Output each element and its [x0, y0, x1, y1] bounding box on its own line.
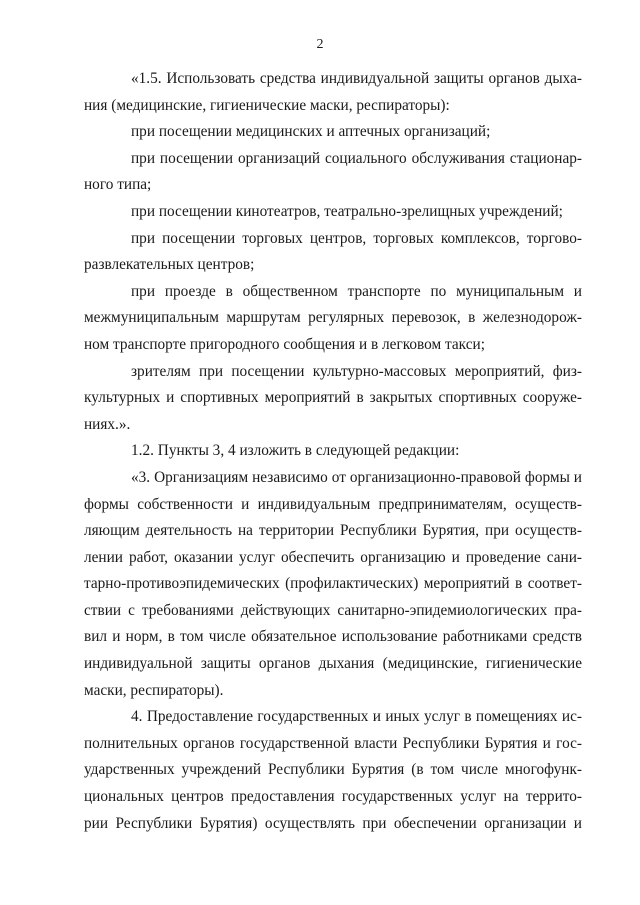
document-body: [84, 66, 582, 837]
text-line: межмуниципальным маршрутам регулярных перевозок, в железнодорож-: [84, 309, 582, 327]
paragraph-1-2: [84, 438, 582, 465]
text-line: ствии с требованиями действующих санитарно-эпидемиологических пра-: [84, 601, 582, 619]
text-line: «1.5. Использовать средства индивидуальной защиты органов дыха-: [131, 70, 582, 87]
paragraph-social: [84, 146, 582, 199]
text-line: индивидуальной защиты органов дыхания (медицинские, гигиенические: [84, 655, 582, 673]
paragraph-shopping: [84, 226, 582, 279]
text-line: 4. Предоставление государственных и иных услуг в помещениях ис-: [131, 708, 582, 726]
text-line: маски, респираторы).: [84, 681, 224, 699]
text-line: ниях.».: [84, 415, 131, 433]
paragraph-1-5: [84, 66, 582, 119]
text-line: вил и норм, в том числе обязательное использование работниками средств: [84, 628, 582, 646]
page-number: 2: [316, 37, 324, 52]
text-line: ударственных учреждений Республики Бурятия (в том числе многофунк-: [84, 761, 582, 779]
text-line: ляющим деятельность на территории Республики Бурятия, при осуществ-: [84, 522, 582, 540]
text-line: полнительных органов государственной власти Республики Бурятия и гос-: [84, 734, 582, 752]
text-line: 1.2. Пункты 3, 4 изложить в следующей редакции:: [131, 442, 460, 460]
text-line: при проезде в общественном транспорте по муниципальным и: [131, 282, 582, 300]
text-line: ного типа;: [84, 176, 152, 194]
paragraph-transport: [84, 279, 582, 359]
paragraph-medical: [84, 119, 582, 146]
text-line: тарно-противоэпидемических (профилактических) мероприятий в соответ-: [84, 575, 582, 593]
paragraph-spectators: [84, 359, 582, 439]
text-line: «3. Организациям независимо от организационно-правовой формы и: [131, 468, 582, 486]
paragraph-cinemas: [84, 199, 582, 226]
text-line: зрителям при посещении культурно-массовых мероприятий, физ-: [131, 362, 582, 380]
paragraph-4: [84, 704, 582, 837]
text-line: при посещении медицинских и аптечных организаций;: [131, 123, 491, 141]
text-line: циональных центров предоставления государственных услуг на террито-: [84, 788, 582, 806]
text-line: ния (медицинские, гигиенические маски, респираторы):: [84, 96, 450, 114]
text-line: рии Республики Бурятия) осуществлять при обеспечении организации и: [84, 814, 582, 832]
text-line: культурных и спортивных мероприятий в закрытых спортивных сооруже-: [84, 389, 582, 407]
text-line: при посещении кинотеатров, театрально-зрелищных учреждений;: [131, 202, 563, 220]
text-line: ном транспорте пригородного сообщения и в легковом такси;: [84, 335, 485, 353]
text-line: при посещении организаций социального обслуживания стационар-: [131, 149, 582, 167]
text-line: формы собственности и индивидуальным предпринимателям, осуществ-: [84, 495, 582, 513]
text-line: развлекательных центров;: [84, 256, 255, 274]
paragraph-3: [84, 465, 582, 704]
text-line: лении работ, оказании услуг обеспечить организацию и проведение сани-: [84, 548, 582, 566]
text-line: при посещении торговых центров, торговых комплексов, торгово-: [131, 229, 582, 247]
